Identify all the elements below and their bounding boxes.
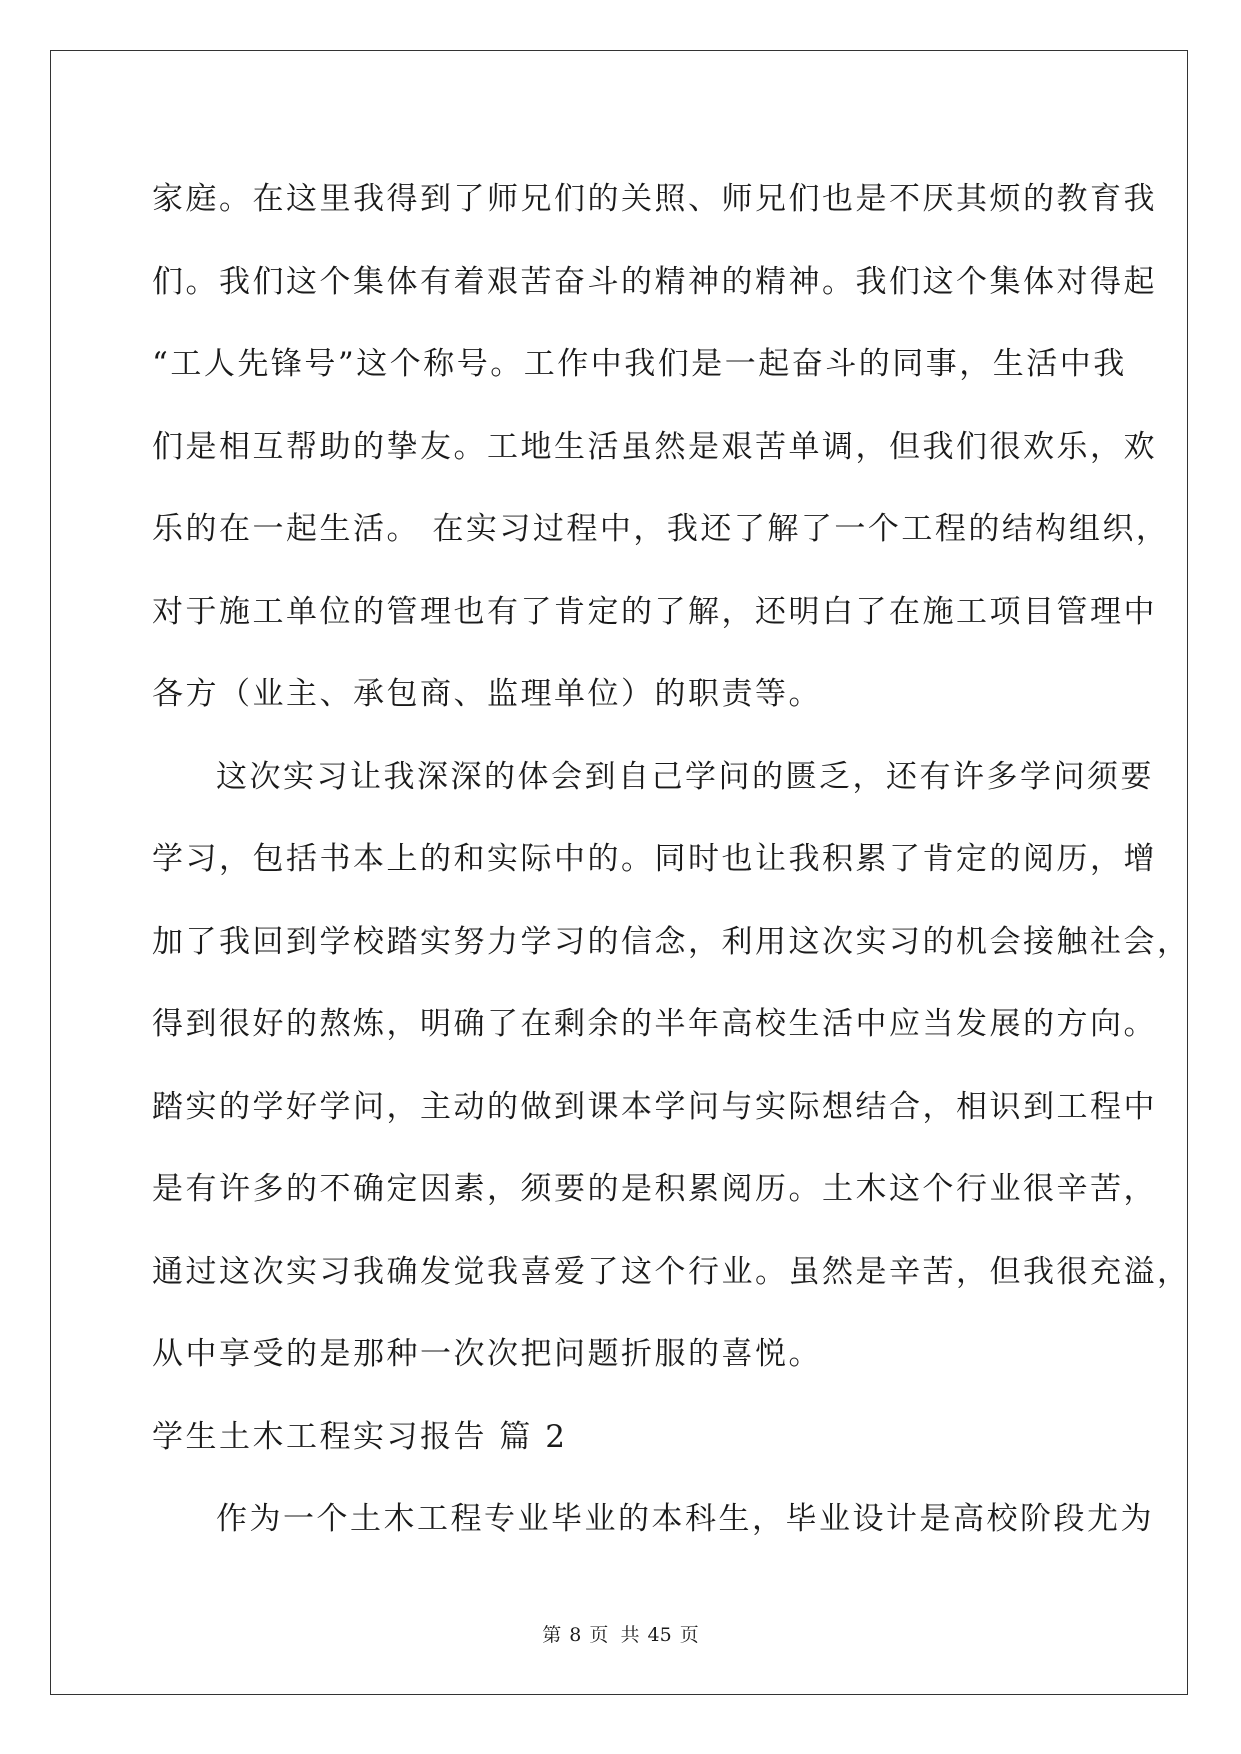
text-line: 们是相互帮助的挚友。工地生活虽然是艰苦单调，但我们很欢乐，欢: [152, 428, 1157, 465]
text-line: 各方（业主、承包商、监理单位）的职责等。: [152, 676, 822, 712]
text-line: 从中享受的是那种一次次把问题折服的喜悦。: [152, 1336, 822, 1372]
text-line: 是有许多的不确定因素，须要的是积累阅历。土木这个行业很辛苦，: [152, 1171, 1157, 1207]
paragraph-start-line: 这次实习让我深深的体会到自己学问的匮乏，还有许多学问须要: [216, 758, 1154, 795]
page-total: 共 45 页: [620, 1624, 699, 1646]
text-line: 加了我回到学校踏实努力学习的信念，利用这次实习的机会接触社会，: [152, 923, 1191, 960]
document-body: [152, 158, 1191, 1561]
text-line: 家庭。在这里我得到了师兄们的关照、师兄们也是不厌其烦的教育我: [152, 181, 1157, 217]
text-line: “工人先锋号”这个称号。工作中我们是一起奋斗的同事，生活中我: [152, 346, 1127, 382]
text-line: 通过这次实习我确发觉我喜爱了这个行业。虽然是辛苦，但我很充溢，: [152, 1253, 1191, 1290]
page-footer: [0, 1620, 1241, 1647]
text-line: 踏实的学好学问，主动的做到课本学问与实际想结合，相识到工程中: [152, 1088, 1157, 1125]
page-number: 第 8 页: [542, 1624, 609, 1646]
section-heading: 学生土木工程实习报告 篇 2: [152, 1418, 568, 1455]
text-line: 对于施工单位的管理也有了肯定的了解，还明白了在施工项目管理中: [152, 593, 1157, 630]
text-line: 们。我们这个集体有着艰苦奋斗的精神的精神。我们这个集体对得起: [152, 263, 1157, 300]
paragraph-start-line: 作为一个土木工程专业毕业的本科生，毕业设计是高校阶段尤为: [216, 1501, 1154, 1537]
text-line: 乐的在一起生活。 在实习过程中，我还了解了一个工程的结构组织，: [152, 511, 1170, 547]
text-line: 得到很好的熬炼，明确了在剩余的半年高校生活中应当发展的方向。: [152, 1006, 1157, 1042]
text-line: 学习，包括书本上的和实际中的。同时也让我积累了肯定的阅历，增: [152, 841, 1157, 877]
